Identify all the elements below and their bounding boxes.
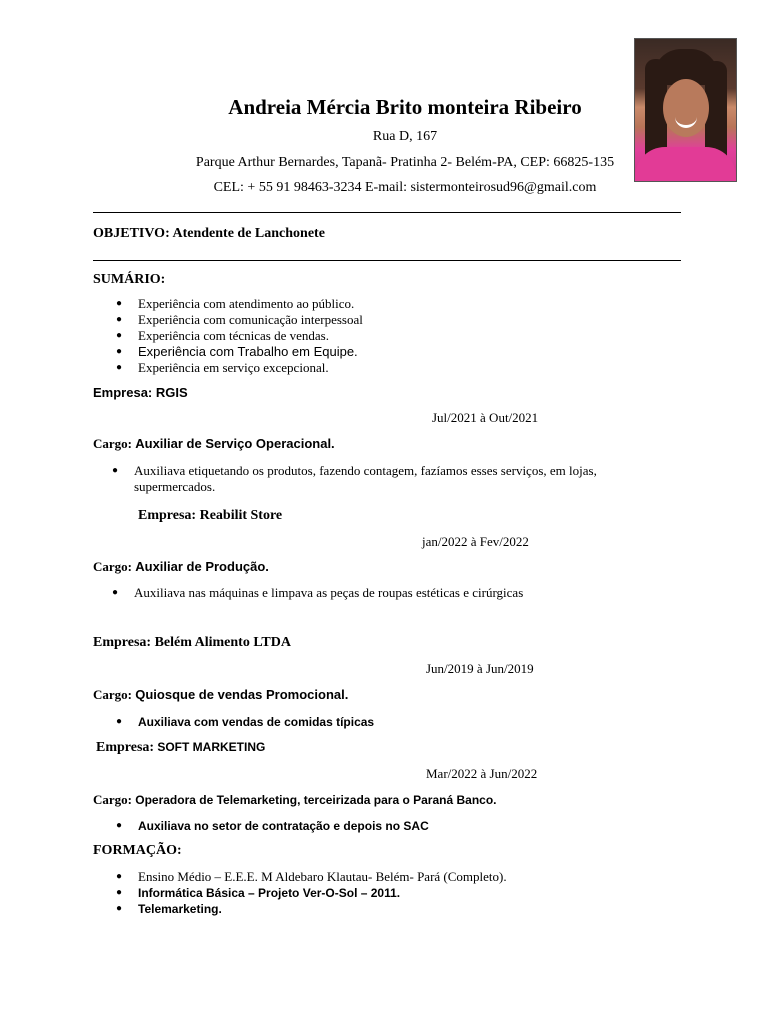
address-line-1: Rua D, 167 xyxy=(372,129,438,144)
job-description xyxy=(116,714,374,730)
list-item: ● Telemarketing. xyxy=(116,901,507,917)
job-company: Empresa: Belém Alimento LTDA xyxy=(93,635,291,650)
candidate-name: Andreia Mércia Brito monteira Ribeiro xyxy=(228,95,582,119)
job-period: Jul/2021 à Out/2021 xyxy=(432,410,539,425)
summary-list xyxy=(116,296,363,376)
list-item: ● Auxiliava com vendas de comidas típicas xyxy=(116,714,374,730)
list-item: ● Experiência com técnicas de vendas. xyxy=(116,328,363,344)
address-line-2: Parque Arthur Bernardes, Tapanã- Pratinha 2- Belém-PA, CEP: 66825-135 xyxy=(195,155,615,170)
job-company: Empresa: RGIS xyxy=(93,385,188,400)
job-period: Jun/2019 à Jun/2019 xyxy=(426,661,534,676)
job-role: Cargo: Quiosque de vendas Promocional. xyxy=(93,687,349,702)
list-item: ● Auxiliava etiquetando os produtos, fazendo contagem, fazíamos esses serviços, em lojas, supermercados. xyxy=(112,463,652,495)
objective xyxy=(93,226,325,242)
job-description xyxy=(112,585,523,601)
summary-heading: SUMÁRIO: xyxy=(93,272,166,287)
divider xyxy=(93,212,681,213)
job-role: Cargo: Auxiliar de Produção. xyxy=(93,559,269,574)
job-role: Cargo: Operadora de Telemarketing, terceirizada para o Paraná Banco. xyxy=(93,792,497,807)
list-item: ● Experiência com atendimento ao público. xyxy=(116,296,363,312)
education-heading: FORMAÇÃO: xyxy=(93,843,182,858)
list-item: ● Auxiliava no setor de contratação e depois no SAC xyxy=(116,818,429,834)
job-period: jan/2022 à Fev/2022 xyxy=(422,534,529,549)
objective-label: OBJETIVO: xyxy=(93,226,170,241)
job-period: Mar/2022 à Jun/2022 xyxy=(426,766,538,781)
contact-line: CEL: + 55 91 98463-3234 E-mail: sistermonteirosud96@gmail.com xyxy=(213,180,597,195)
job-company: Empresa: SOFT MARKETING xyxy=(96,740,266,755)
job-description xyxy=(116,818,429,834)
list-item: ● Experiência com Trabalho em Equipe. xyxy=(116,344,363,360)
job-company: Empresa: Reabilit Store xyxy=(138,508,283,523)
list-item: ● Experiência com comunicação interpessoal xyxy=(116,312,363,328)
job-description xyxy=(112,463,652,495)
list-item: ● Informática Básica – Projeto Ver-O-Sol – 2011. xyxy=(116,885,507,901)
list-item: ● Auxiliava nas máquinas e limpava as peças de roupas estéticas e cirúrgicas xyxy=(112,585,523,601)
list-item: ● Experiência em serviço excepcional. xyxy=(116,360,363,376)
divider xyxy=(93,260,681,261)
objective-value: Atendente de Lanchonete xyxy=(172,226,325,241)
job-role: Cargo: Auxiliar de Serviço Operacional. xyxy=(93,436,335,451)
list-item: ● Ensino Médio – E.E.E. M Aldebaro Klautau- Belém- Pará (Completo). xyxy=(116,869,507,885)
education-list xyxy=(116,869,507,917)
